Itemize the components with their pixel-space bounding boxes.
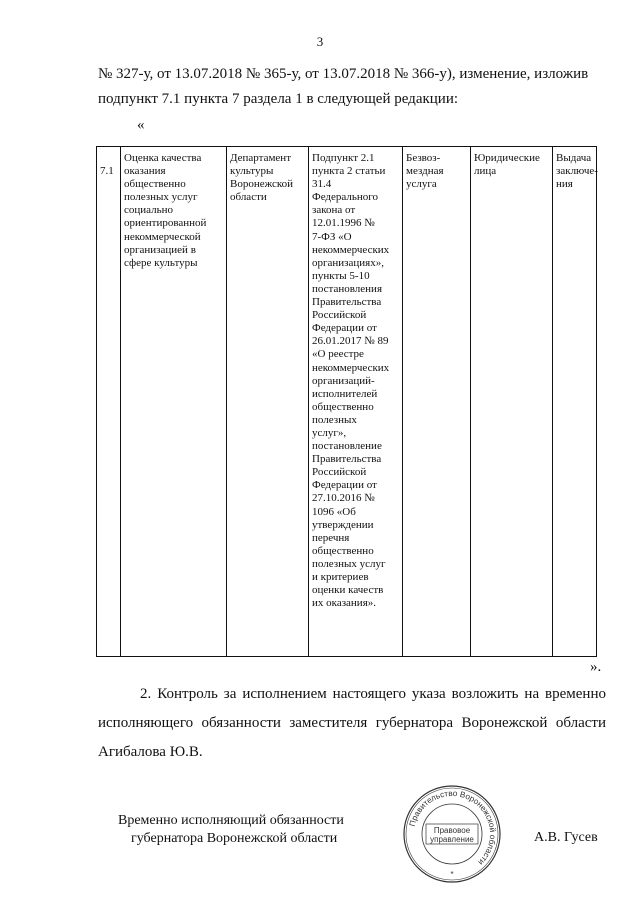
official-seal [402,784,502,884]
cell-line: Безвоз- [406,152,441,164]
signatory-position-2: губернатора Воронежской области [131,831,338,846]
cell-line: закона от [312,204,356,217]
cell-line: постановление [312,440,382,453]
cell-line: Выдача [556,152,592,164]
cell-line: 12.01.1996 № [312,217,375,230]
cell-line: Подпункт 2.1 [312,152,375,164]
cell-line: оценки качеств [312,584,384,597]
cell-line: оказания [124,165,166,178]
cell-line: 26.01.2017 № 89 [312,335,389,348]
cell-line: 31.4 [312,178,332,191]
cell-line: общественно [312,400,374,413]
cell-line: заключе- [556,165,598,178]
cell-line: пункта 2 статьи [312,165,386,178]
cell-line: Воронежской [230,178,294,191]
cell-service [121,147,227,657]
cell-line: некоммерческих [312,243,390,256]
cell-line: некоммерческих [312,361,390,374]
cell-line: утверждении [312,518,374,531]
amendment-table [96,146,597,657]
cell-line: Российской [312,309,367,322]
cell-line: Российской [312,466,367,479]
page-number: 3 [316,34,324,49]
cell-line: и критериев [312,571,369,583]
cell-line: полезных [312,413,357,426]
intro-line-1: № 327-у, от 13.07.2018 № 365-у, от 13.07.2018 № 366-у), изменение, изложив [98,66,589,82]
cell-line: Федерального [312,191,379,204]
cell-legal-basis [309,147,403,657]
table-row [97,147,597,657]
cell-line: полезных услуг [124,191,198,204]
item2-line-2: исполняющего обязанности заместителя губернатора Воронежской области [98,715,606,731]
cell-line: некоммерческой [124,230,201,243]
cell-line: Департамент [230,152,292,164]
cell-line: Федерации от [312,479,377,492]
cell-line: ориентированной [124,217,207,230]
cell-line: общественно [312,544,374,557]
seal-ring-text: Правительство Воронежской области [407,788,498,867]
item2-line-1: 2. Контроль за исполнением настоящего указа возложить на временно [140,686,606,702]
cell-line: мездная [406,165,444,178]
cell-line: Юридические [474,152,540,164]
intro-line-2: подпункт 7.1 пункта 7 раздела 1 в следующей редакции: [98,91,459,107]
seal-center-line-1: Правовое [433,826,471,835]
seal-star: * [450,870,454,879]
cell-line: пункты 5-10 [312,269,370,282]
cell-line: их оказания». [312,597,377,610]
cell-line: 1096 «Об [312,505,356,518]
cell-department [227,147,309,657]
cell-line: Федерации от [312,322,377,335]
cell-line: «О реестре [312,348,364,361]
cell-line: лица [474,165,497,178]
cell-line: культуры [230,165,274,178]
cell-line: перечня [312,531,350,544]
cell-fee [403,147,471,657]
cell-row-number: 7.1 [97,147,121,657]
cell-line: организациях», [312,256,384,269]
cell-line: исполнителей [312,387,378,400]
cell-line: организацией в [124,243,196,256]
cell-line: организаций- [312,374,375,387]
cell-line: услуга [406,178,437,191]
cell-line: Правительства [312,296,382,309]
cell-line: сфере культуры [124,256,198,269]
cell-line: области [230,191,267,204]
item2-line-3: Агибалова Ю.В. [98,744,203,760]
cell-line: 27.10.2016 № [312,492,375,505]
cell-line: 7-ФЗ «О [312,230,352,243]
opening-quote: « [137,117,145,133]
cell-recipients [471,147,553,657]
cell-line: услуг», [312,426,347,439]
cell-line: Оценка качества [124,152,202,164]
cell-line: ния [556,178,573,191]
cell-line: Правительства [312,453,382,466]
cell-line: социально [124,204,174,217]
cell-line: постановления [312,282,383,295]
signatory-name: А.В. Гусев [534,830,598,845]
cell-line: полезных услуг [312,557,386,570]
signatory-position-1: Временно исполняющий обязанности [118,813,344,828]
cell-result [553,147,597,657]
cell-line: общественно [124,178,186,191]
closing-quote: ». [590,659,602,675]
seal-center-line-2: управление [430,835,474,844]
